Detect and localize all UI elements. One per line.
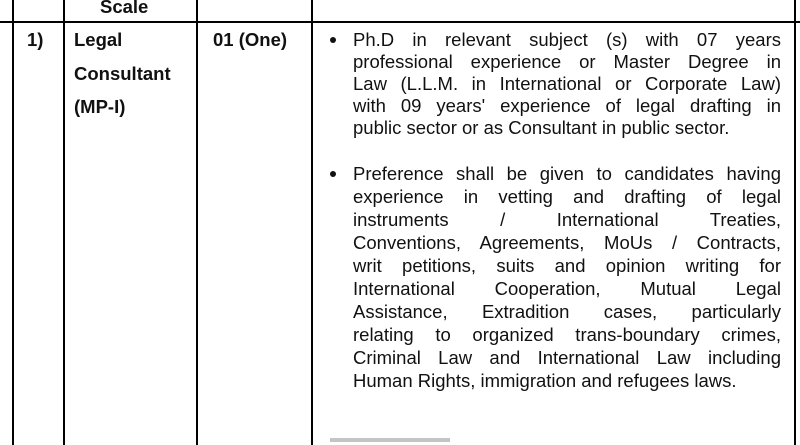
qualification-2-line-5: writ petitions, suits and opinion writing for: [353, 255, 781, 276]
qualification-1-line-2: professional experience or Master Degree in: [353, 51, 781, 72]
qualification-2-line-1: Preference shall be given to candidates having: [353, 163, 781, 184]
column-divider-positions: [311, 0, 313, 445]
qualification-1-line-3: Law (L.L.M. in International or Corporate Law): [353, 73, 781, 94]
qualification-1-line-1: Ph.D in relevant subject (s) with 07 years: [353, 29, 781, 50]
qualification-2-line-9: Criminal Law and International Law including: [353, 347, 781, 368]
post-name-line-2: Consultant: [74, 63, 171, 84]
table-border-right: [794, 0, 796, 445]
qualification-1-line-4: with 09 years' experience of legal drafting in: [353, 95, 781, 116]
cropped-text-fragment: [330, 438, 450, 442]
row-serial-number: 1): [27, 29, 44, 50]
post-name-line-1: Legal: [74, 29, 123, 50]
column-divider-post: [196, 0, 198, 445]
header-row-divider: [0, 21, 800, 23]
column-divider-serial: [63, 0, 65, 445]
qualification-2-line-6: International Cooperation, Mutual Legal: [353, 278, 781, 299]
bullet-icon: [330, 171, 336, 177]
qualification-2-line-4: Conventions, Agreements, MoUs / Contracts,: [353, 232, 781, 253]
qualification-2-line-2: experience in vetting and drafting of legal: [353, 186, 781, 207]
header-scale-label: Scale: [100, 0, 149, 17]
qualification-2-line-10: Human Rights, immigration and refugees laws.: [353, 370, 737, 391]
qualification-2-line-7: Assistance, Extradition cases, particularly: [353, 301, 781, 322]
qualification-1-line-5: public sector or as Consultant in public sector.: [353, 117, 730, 138]
qualification-2-line-8: relating to organized trans-boundary crimes,: [353, 324, 781, 345]
bullet-icon: [330, 37, 336, 43]
post-name-line-3: (MP-I): [74, 96, 126, 117]
qualification-2-line-3: instruments / International Treaties,: [353, 209, 781, 230]
table-border-left: [12, 0, 14, 445]
number-of-positions: 01 (One): [213, 29, 288, 50]
